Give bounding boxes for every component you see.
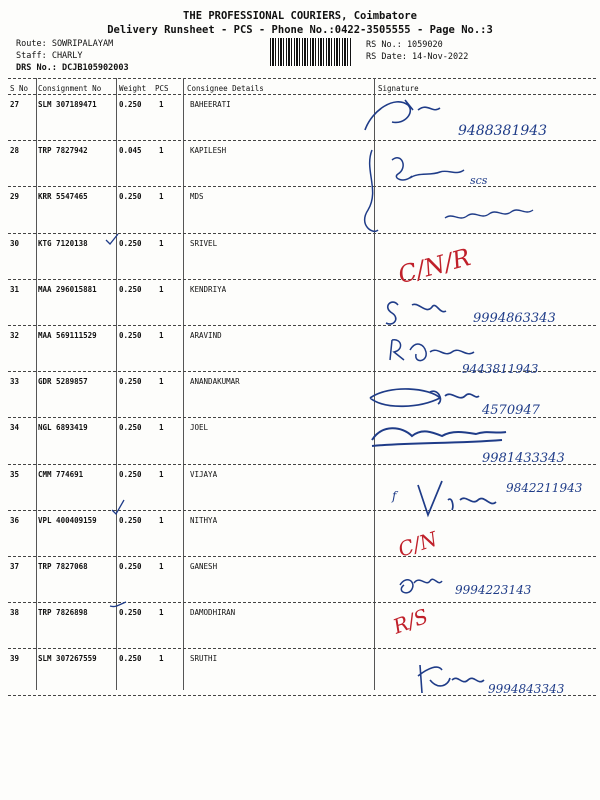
consignee-name: JOEL: [190, 423, 209, 433]
handwritten-phone: 9842211943: [506, 481, 583, 495]
consignee-name: ANANDAKUMAR: [190, 377, 240, 387]
consignee-name: KENDRIYA: [190, 284, 227, 294]
pcs-count: 1: [159, 562, 164, 571]
rs-number: RS No.: 1059020: [366, 40, 443, 50]
consignment-number: MAA 569111529: [38, 331, 97, 340]
consignment-number: NGL 6893419: [38, 423, 88, 433]
pcs-count: 1: [159, 423, 164, 433]
serial-number: 37: [10, 562, 20, 571]
weight-value: 0.250: [119, 423, 142, 433]
handwritten-signature: [372, 428, 506, 446]
pcs-count: 1: [159, 146, 164, 156]
consignee-name: NITHYA: [190, 515, 218, 525]
handwritten-phone: 9994223143: [455, 583, 532, 597]
col-sno: S No: [10, 84, 29, 93]
handwritten-signature: [370, 389, 479, 406]
handwritten-status: R/S: [389, 603, 432, 639]
handwritten-status: C/N/R: [395, 243, 474, 290]
weight-value: 0.250: [119, 284, 142, 294]
staff-label: Staff: CHARLY: [16, 51, 83, 61]
handwritten-signature: [418, 665, 484, 693]
serial-number: 27: [10, 100, 20, 109]
weight-value: 0.250: [119, 469, 142, 479]
col-consignment: Consignment No: [38, 84, 102, 93]
pcs-count: 1: [159, 654, 164, 664]
consignment-number: SLM 307267559: [38, 654, 97, 664]
weight-value: 0.250: [119, 608, 142, 618]
consignee-name: SRUTHI: [190, 654, 218, 664]
handwritten-phone: 9994863343: [473, 311, 556, 326]
handwritten-initial: f: [392, 489, 397, 503]
serial-number: 36: [10, 515, 20, 525]
consignee-name: MDS: [190, 192, 204, 202]
consignment-number: KTG 7120138: [38, 238, 88, 248]
serial-number: 29: [10, 192, 20, 202]
consignment-number: SLM 307189471: [38, 100, 97, 109]
handwritten-signature: [365, 100, 440, 130]
weight-value: 0.250: [119, 562, 142, 571]
weight-value: 0.250: [119, 377, 142, 387]
serial-number: 32: [10, 331, 20, 340]
col-signature: Signature: [378, 84, 419, 93]
serial-number: 31: [10, 284, 20, 294]
handwritten-signature: [390, 340, 474, 361]
handwritten-signature: [418, 481, 496, 515]
pcs-count: 1: [159, 377, 164, 387]
pcs-count: 1: [159, 100, 164, 109]
serial-number: 38: [10, 608, 20, 618]
company-title: THE PROFESSIONAL COURIERS, Coimbatore: [183, 10, 417, 22]
handwritten-signature: [365, 150, 464, 231]
handwritten-signature: [386, 302, 446, 324]
route-label: Route: SOWRIPALAYAM: [16, 39, 114, 49]
weight-value: 0.250: [119, 654, 142, 664]
consignment-number: KRR 5547465: [38, 192, 88, 202]
col-weight: Weight: [119, 84, 147, 93]
handwritten-status: C/N: [395, 526, 441, 562]
col-consignee: Consignee Details: [187, 84, 264, 93]
check-mark-icon: [112, 500, 124, 514]
pcs-count: 1: [159, 608, 164, 618]
handwritten-phone: 4570947: [482, 403, 540, 418]
handwritten-phone: 9981433343: [482, 451, 565, 466]
pcs-count: 1: [159, 331, 164, 340]
consignment-number: VPL 400409159: [38, 515, 97, 525]
weight-value: 0.045: [119, 146, 142, 156]
rs-date: RS Date: 14-Nov-2022: [366, 52, 469, 62]
handwritten-phone: 9994843343: [488, 682, 565, 696]
serial-number: 34: [10, 423, 20, 433]
pcs-count: 1: [159, 469, 164, 479]
consignee-name: SRIVEL: [190, 238, 218, 248]
consignment-number: GDR 5289857: [38, 377, 88, 387]
handwritten-signature: [400, 579, 442, 593]
weight-value: 0.250: [119, 331, 142, 340]
pcs-count: 1: [159, 515, 164, 525]
consignee-name: ARAVIND: [190, 331, 222, 340]
weight-value: 0.250: [119, 100, 142, 109]
consignee-name: KAPILESH: [190, 146, 227, 156]
pcs-count: 1: [159, 284, 164, 294]
serial-number: 30: [10, 238, 20, 248]
consignment-number: MAA 296015881: [38, 284, 97, 294]
handwritten-phone: 9443811943: [462, 362, 539, 376]
consignment-number: TRP 7827068: [38, 562, 88, 571]
serial-number: 35: [10, 469, 20, 479]
drs-number: DRS No.: DCJB105902003: [16, 63, 129, 73]
serial-number: 33: [10, 377, 20, 387]
consignment-number: TRP 7827942: [38, 146, 88, 156]
consignment-number: CMM 774691: [38, 469, 84, 479]
consignment-number: TRP 7826898: [38, 608, 88, 618]
consignee-name: BAHEERATI: [190, 100, 231, 109]
col-pcs: PCS: [155, 84, 169, 93]
pcs-count: 1: [159, 192, 164, 202]
weight-value: 0.250: [119, 515, 142, 525]
check-mark-icon: [110, 602, 126, 607]
serial-number: 28: [10, 146, 20, 156]
pcs-count: 1: [159, 238, 164, 248]
consignee-name: VIJAYA: [190, 469, 218, 479]
handwritten-note: scs: [470, 174, 488, 187]
handwritten-phone: 9488381943: [458, 123, 548, 139]
weight-value: 0.250: [119, 238, 142, 248]
consignee-name: GANESH: [190, 562, 218, 571]
runsheet-subtitle: Delivery Runsheet - PCS - Phone No.:0422-3505555 - Page No.:3: [107, 24, 493, 36]
check-mark-icon: [106, 234, 118, 244]
serial-number: 39: [10, 654, 20, 664]
weight-value: 0.250: [119, 192, 142, 202]
handwritten-scribble: [445, 210, 533, 218]
consignee-name: DAMODHIRAN: [190, 608, 236, 618]
